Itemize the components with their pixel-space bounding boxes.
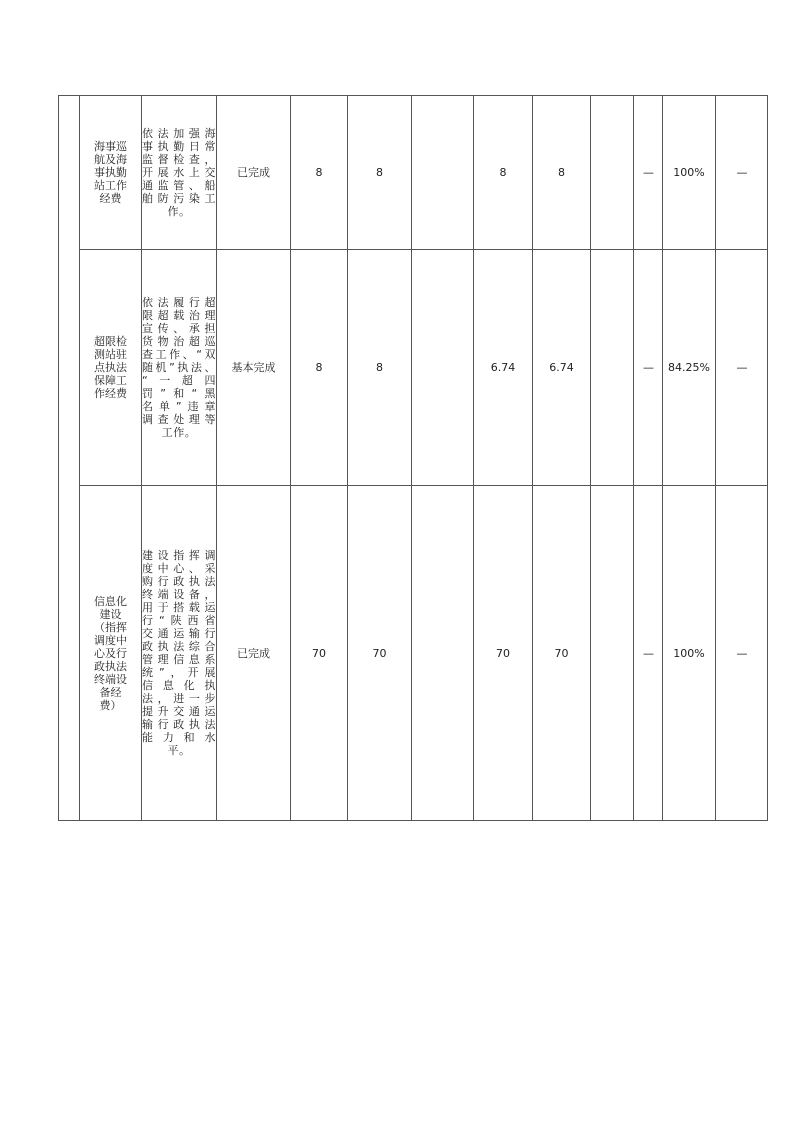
item-name-cell [80, 250, 142, 486]
execution-rate-cell: 100% [663, 486, 716, 821]
item-name-line: 备经 [99, 685, 122, 699]
item-name-line: 超限检 [94, 335, 127, 348]
description-line: 宣传、承担 [142, 322, 216, 335]
dash-cell: — [716, 96, 768, 250]
item-name-line: 海事巡 [94, 140, 127, 153]
description-line: 事执勤日常 [142, 140, 216, 153]
description-line: 限超载治理 [142, 309, 216, 322]
item-description-cell [142, 486, 217, 821]
value-cell: 8 [348, 96, 412, 250]
item-name-line: （指挥 [94, 620, 127, 634]
value-cell: 6.74 [474, 250, 533, 486]
completion-status-cell: 已完成 [217, 96, 291, 250]
value-cell: 8 [348, 250, 412, 486]
description-line: 统”，开展 [142, 666, 216, 679]
description-line: “一超四 [142, 374, 216, 387]
item-name-line: 终端设 [94, 672, 127, 686]
description-line: 开展水上交 [142, 166, 216, 179]
description-line: 工作。 [161, 426, 197, 439]
item-description-cell [142, 96, 217, 250]
execution-rate-cell: 100% [663, 96, 716, 250]
table-row [59, 250, 768, 486]
dash-cell: — [634, 96, 663, 250]
description-line: 通监管、船 [142, 179, 216, 192]
value-cell: 70 [348, 486, 412, 821]
description-line: 输行政执法 [142, 718, 216, 731]
value-cell: 6.74 [533, 250, 591, 486]
description-line: 舶防污染工 [142, 192, 216, 205]
completion-status-cell: 基本完成 [217, 250, 291, 486]
value-cell: 8 [291, 96, 348, 250]
description-line: 查工作、“双 [142, 348, 216, 361]
description-line: 用于搭载运 [142, 601, 216, 614]
value-cell [591, 250, 634, 486]
dash-cell: — [634, 250, 663, 486]
table-row [59, 96, 768, 250]
description-line: 法，进一步 [142, 692, 216, 705]
description-line: 能力和水 [142, 731, 216, 744]
item-name-line: 航及海 [94, 153, 127, 166]
dash-cell: — [716, 486, 768, 821]
description-line: 政执法综合 [142, 640, 216, 653]
item-name-line: 测站驻 [94, 348, 127, 361]
budget-performance-table [58, 95, 768, 821]
value-cell [591, 96, 634, 250]
item-name-line: 费） [99, 698, 122, 712]
item-name-cell [80, 96, 142, 250]
item-name-line: 经费 [99, 192, 122, 205]
description-line: 终端设备， [142, 588, 216, 601]
item-name-line: 信息化 [94, 594, 127, 608]
dash-cell: — [634, 486, 663, 821]
value-cell [412, 486, 474, 821]
description-line: 依法加强海 [142, 127, 216, 140]
description-line: 管理信息系 [142, 653, 216, 666]
description-line: 监督检查， [142, 153, 216, 166]
value-cell: 8 [533, 96, 591, 250]
description-line: 购行政执法 [142, 575, 216, 588]
merged-category-cell [59, 96, 80, 821]
item-name-line: 站工作 [94, 179, 127, 192]
description-line: 提升交通运 [142, 705, 216, 718]
dash-cell: — [716, 250, 768, 486]
description-line: 作。 [167, 205, 191, 218]
item-name-line: 政执法 [94, 659, 127, 673]
item-name-line: 作经费 [94, 387, 127, 400]
description-line: 货物治超巡 [142, 335, 216, 348]
value-cell [412, 250, 474, 486]
item-name-cell [80, 486, 142, 821]
completion-status-cell: 已完成 [217, 486, 291, 821]
description-line: 交通运输行 [142, 627, 216, 640]
value-cell: 70 [533, 486, 591, 821]
description-line: 名单”违章 [142, 400, 216, 413]
description-line: 依法履行超 [142, 296, 216, 309]
item-name-line: 点执法 [94, 361, 127, 374]
value-cell: 8 [474, 96, 533, 250]
description-line: 随机”执法、 [142, 361, 216, 374]
description-line: 度中心、采 [142, 562, 216, 575]
item-name-line: 保障工 [94, 374, 127, 387]
value-cell: 8 [291, 250, 348, 486]
item-name-line: 事执勤 [94, 166, 127, 179]
description-line: 信息化执 [142, 679, 216, 692]
value-cell: 70 [291, 486, 348, 821]
value-cell: 70 [474, 486, 533, 821]
item-description-cell [142, 250, 217, 486]
execution-rate-cell: 84.25% [663, 250, 716, 486]
item-name-line: 调度中 [94, 633, 127, 647]
description-line: 罚”和“黑 [142, 387, 216, 400]
description-line: 行“陕西省 [142, 614, 216, 627]
description-line: 建设指挥调 [142, 549, 216, 562]
value-cell [412, 96, 474, 250]
description-line: 平。 [167, 744, 191, 757]
item-name-line: 建设 [99, 607, 122, 621]
table-row [59, 486, 768, 821]
item-name-line: 心及行 [94, 646, 127, 660]
description-line: 调查处理等 [142, 413, 216, 426]
value-cell [591, 486, 634, 821]
